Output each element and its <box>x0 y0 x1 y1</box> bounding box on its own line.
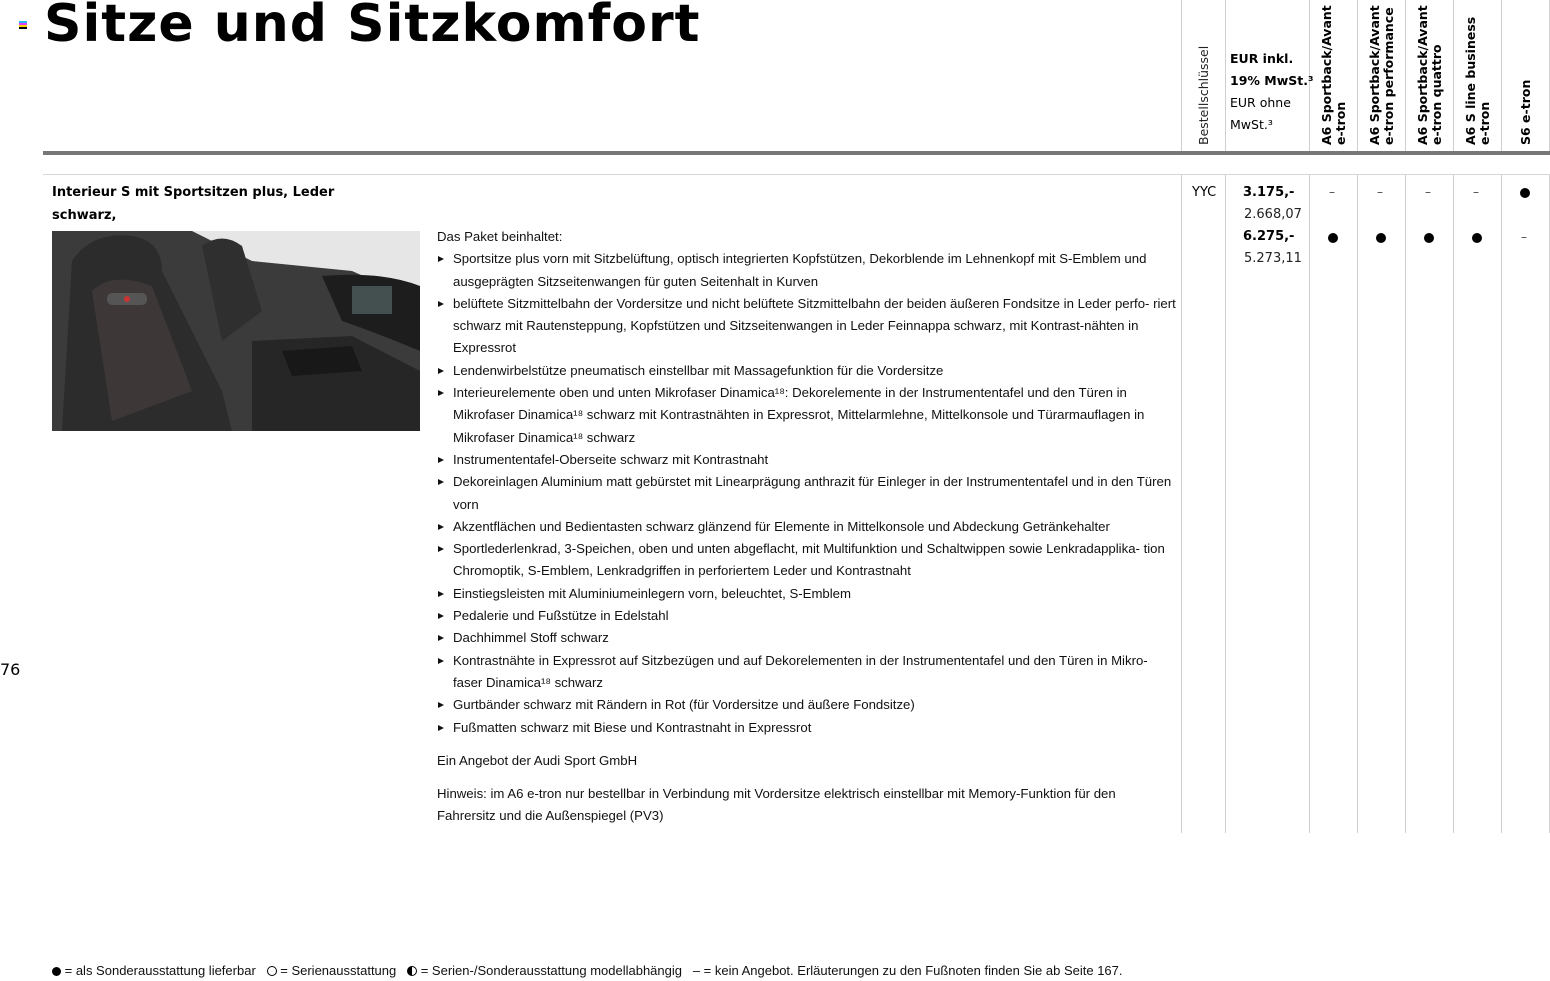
legend-none: – = kein Angebot. Erläuterungen zu den Fußnoten finden Sie ab Seite 167. <box>692 963 1123 978</box>
availability-optional-icon <box>1328 233 1338 243</box>
header-model-1-line2: e-tron <box>1333 101 1348 145</box>
header-price-excl-2: MwSt.³ <box>1230 117 1273 132</box>
header-model-3-line1: A6 Sportback/Avant <box>1415 5 1430 145</box>
print-color-mark <box>19 21 27 29</box>
header-model-4-line1: A6 S line business <box>1463 16 1478 145</box>
hint-note: Hinweis: im A6 e-tron nur bestellbar in Verbindung mit Vordersitze elektrisch einstellbar mit Memory-Funktion für den Fahrersitz und die Außenspiegel (PV3) <box>437 786 1116 824</box>
price-incl-1: 3.175,- <box>1243 185 1295 200</box>
column-divider <box>1357 0 1358 152</box>
header-model-4 <box>1464 17 1492 145</box>
header-model-3 <box>1416 5 1444 145</box>
availability-none-icon: – <box>1329 185 1335 199</box>
interior-photo <box>52 231 420 431</box>
header-model-5 <box>1519 80 1533 145</box>
price-incl-2: 6.275,- <box>1243 229 1295 244</box>
column-divider <box>1225 175 1226 833</box>
column-divider <box>1309 175 1310 833</box>
list-item: Sportsitze plus vorn mit Sitzbelüftung, optisch integrierten Kopfstützen, Dekorblende im Lehnenkopf mit S-Emblem und ausgeprägten Sitzseitenwangen für guten Seitenhalt in Kurven <box>437 248 1177 293</box>
filled-circle-icon <box>52 967 61 976</box>
header-model-5-line1: S6 e-tron <box>1518 79 1533 145</box>
package-items-list <box>437 248 1177 739</box>
list-item: Einstiegsleisten mit Aluminiumeinlegern vorn, beleuchtet, S-Emblem <box>437 583 1177 605</box>
list-item: Fußmatten schwarz mit Biese und Kontrastnaht in Expressrot <box>437 717 1177 739</box>
row-rule <box>43 174 1550 175</box>
header-rule <box>43 151 1550 155</box>
list-item: Instrumententafel-Oberseite schwarz mit Kontrastnaht <box>437 449 1177 471</box>
column-divider <box>1225 0 1226 152</box>
list-item: Pedalerie und Fußstütze in Edelstahl <box>437 605 1177 627</box>
column-divider <box>1181 0 1182 152</box>
header-model-2-line2: e-tron performance <box>1381 7 1396 145</box>
header-price-excl-1: EUR ohne <box>1230 95 1291 110</box>
column-divider <box>1357 175 1358 833</box>
header-price <box>1230 48 1313 136</box>
availability-optional-icon <box>1376 233 1386 243</box>
header-model-4-line2: e-tron <box>1477 101 1492 145</box>
column-divider <box>1405 175 1406 833</box>
header-model-1-line1: A6 Sportback/Avant <box>1319 5 1334 145</box>
column-divider <box>1181 175 1182 833</box>
availability-none-icon: – <box>1473 185 1479 199</box>
package-intro: Das Paket beinhaltet: <box>437 229 563 244</box>
page-title: Sitze und Sitzkomfort <box>44 0 701 54</box>
order-key: YYC <box>1192 185 1217 200</box>
list-item: Interieurelemente oben und unten Mikrofaser Dinamica¹⁸: Dekorelemente in der Instrumententafel und den Türen in Mikrofaser Dinamica¹⁸ schwarz mit Kontrastnähten in Expressrot, Mittelarmlehne, Mittelkonsole und Türarmauflagen in Mikrofaser Dinamica¹⁸ schwarz <box>437 382 1177 449</box>
header-model-3-line2: e-tron quattro <box>1429 44 1444 145</box>
column-divider <box>1501 175 1502 833</box>
legend-optional: = als Sonderausstattung lieferbar <box>64 963 256 978</box>
header-model-1 <box>1320 5 1348 145</box>
availability-none-icon: – <box>1377 185 1383 199</box>
legend-standard: = Serienausstattung <box>280 963 397 978</box>
seat-illustration-icon <box>52 231 420 431</box>
availability-none-icon: – <box>1425 185 1431 199</box>
header-price-incl-1: EUR inkl. <box>1230 51 1294 66</box>
header-model-2-line1: A6 Sportback/Avant <box>1367 5 1382 145</box>
availability-none-icon: – <box>1521 230 1527 244</box>
list-item: belüftete Sitzmittelbahn der Vordersitze und nicht belüftete Sitzmittelbahn der beiden äußeren Fondsitze in Leder perfo- riert schwarz mit Rautensteppung, Kopfstützen und Sitzseitenwangen in Leder Feinnappa schwarz, mit Kontrast-nähten in Expressrot <box>437 293 1177 360</box>
list-item: Gurtbänder schwarz mit Rändern in Rot (für Vordersitze und äußere Fondsitze) <box>437 694 1177 716</box>
page-number: 76 <box>0 660 21 679</box>
list-item: Lendenwirbelstütze pneumatisch einstellbar mit Massagefunktion für die Vordersitze <box>437 360 1177 382</box>
price-excl-2: 5.273,11 <box>1244 251 1302 266</box>
column-divider <box>1453 0 1454 152</box>
availability-optional-icon <box>1520 188 1530 198</box>
list-item: Dekoreinlagen Aluminium matt gebürstet mit Linearprägung anthrazit für Einleger in der Instrumententafel und in den Türen vorn <box>437 471 1177 516</box>
list-item: Dachhimmel Stoff schwarz <box>437 627 1177 649</box>
availability-optional-icon <box>1472 233 1482 243</box>
header-order-key: Bestellschlüssel <box>1196 45 1211 145</box>
empty-circle-icon <box>267 966 277 976</box>
list-item: Kontrastnähte in Expressrot auf Sitzbezügen und auf Dekorelementen in der Instrumententafel und den Türen in Mikro- faser Dinamica¹⁸ schwarz <box>437 650 1177 695</box>
column-divider <box>1501 0 1502 152</box>
package-title-line1: Interieur S mit Sportsitzen plus, Leder schwarz, <box>52 185 335 223</box>
legend <box>52 963 1123 978</box>
price-excl-1: 2.668,07 <box>1244 207 1302 222</box>
column-divider <box>1453 175 1454 833</box>
availability-optional-icon <box>1424 233 1434 243</box>
offer-note: Ein Angebot der Audi Sport GmbH <box>437 752 638 768</box>
list-item: Akzentflächen und Bedientasten schwarz glänzend für Elemente in Mittelkonsole und Abdeckung Getränkehalter <box>437 516 1177 538</box>
legend-model-dependent: = Serien-/Sonderausstattung modellabhängig <box>420 963 682 978</box>
header-price-incl-2: 19% MwSt.³ <box>1230 73 1314 88</box>
column-divider <box>1405 0 1406 152</box>
header-model-2 <box>1368 5 1396 145</box>
list-item: Sportlederlenkrad, 3-Speichen, oben und unten abgeflacht, mit Multifunktion und Schaltwippen sowie Lenkradapplika- tion Chromoptik, S-Emblem, Lenkradgriffen in perforiertem Leder und Kontrastnaht <box>437 538 1177 583</box>
half-circle-icon <box>407 966 417 976</box>
package-description <box>437 226 1177 828</box>
